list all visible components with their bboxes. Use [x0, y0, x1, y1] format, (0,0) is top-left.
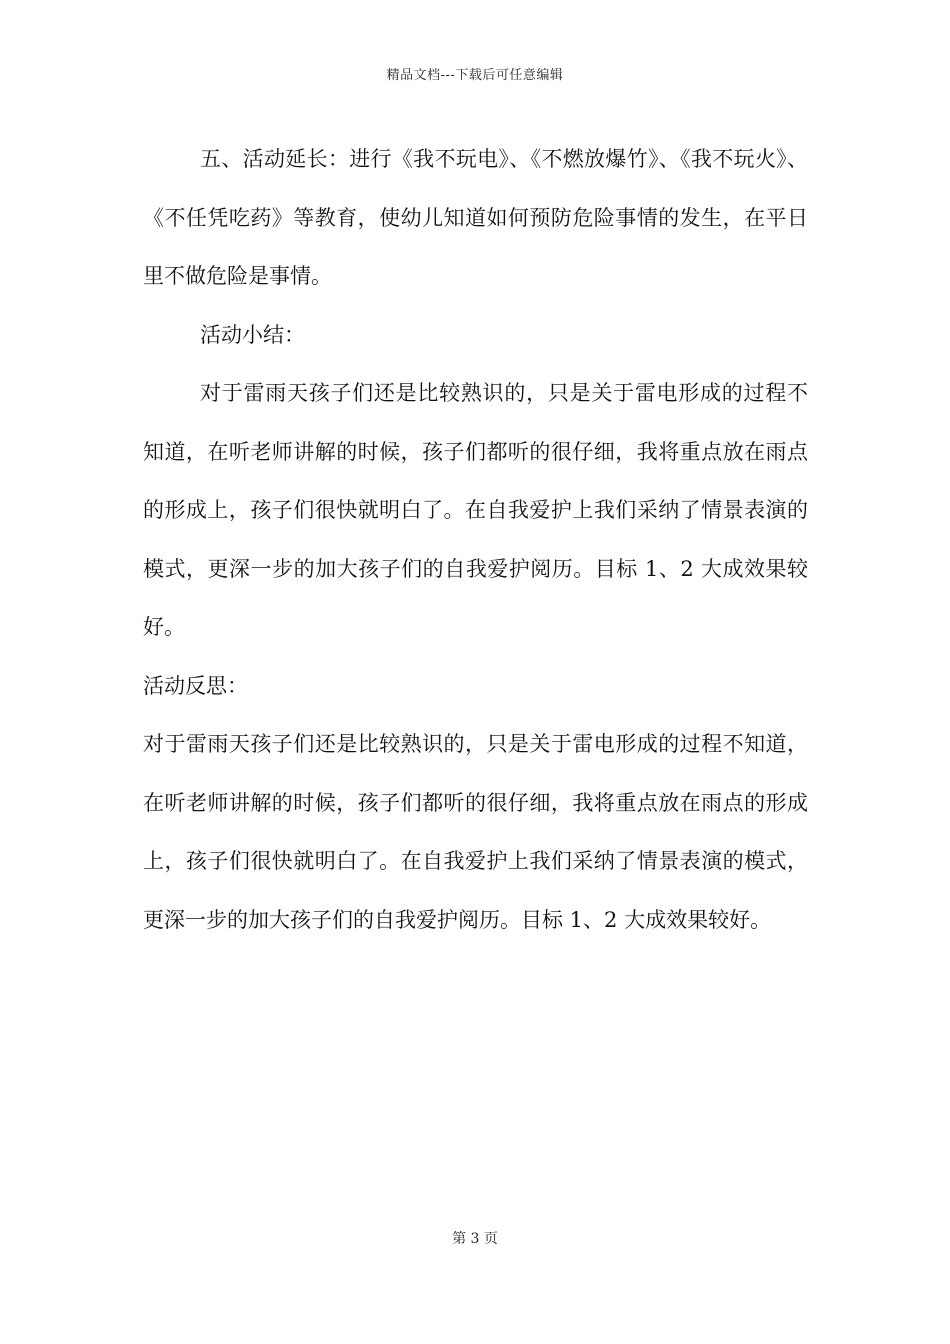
- heading-activity-reflection: 活动反思：: [143, 673, 248, 698]
- paragraph-activity-summary: 对于雷雨天孩子们还是比较熟识的，只是关于雷电形成的过程不知道，在听老师讲解的时候，孩子们都听的很仔细，我将重点放在雨点的形成上，孩子们很快就明白了。在自我爱护上我们采纳了情景表演的模式，更深一步的加大孩子们的自我爱护阅历。目标 1、2 大成效果较好。: [143, 381, 808, 639]
- heading-activity-summary: 活动小结：: [200, 322, 305, 347]
- paragraph-activity-extension: 五、活动延长：进行《我不玩电》、《不燃放爆竹》、《我不玩火》、《不任凭吃药》等教育，使幼儿知道如何预防危险事情的发生，在平日里不做危险是事情。: [143, 147, 808, 288]
- paragraph-activity-reflection: 对于雷雨天孩子们还是比较熟识的，只是关于雷电形成的过程不知道，在听老师讲解的时候，孩子们都听的很仔细，我将重点放在雨点的形成上，孩子们很快就明白了。在自我爱护上我们采纳了情景表演的模式，更深一步的加大孩子们的自我爱护阅历。目标 1、2 大成效果较好。: [143, 732, 808, 932]
- document-body: [143, 130, 808, 949]
- page-header: 精品文档---下载后可任意编辑: [386, 68, 564, 83]
- page-number: 第 3 页: [452, 1231, 498, 1247]
